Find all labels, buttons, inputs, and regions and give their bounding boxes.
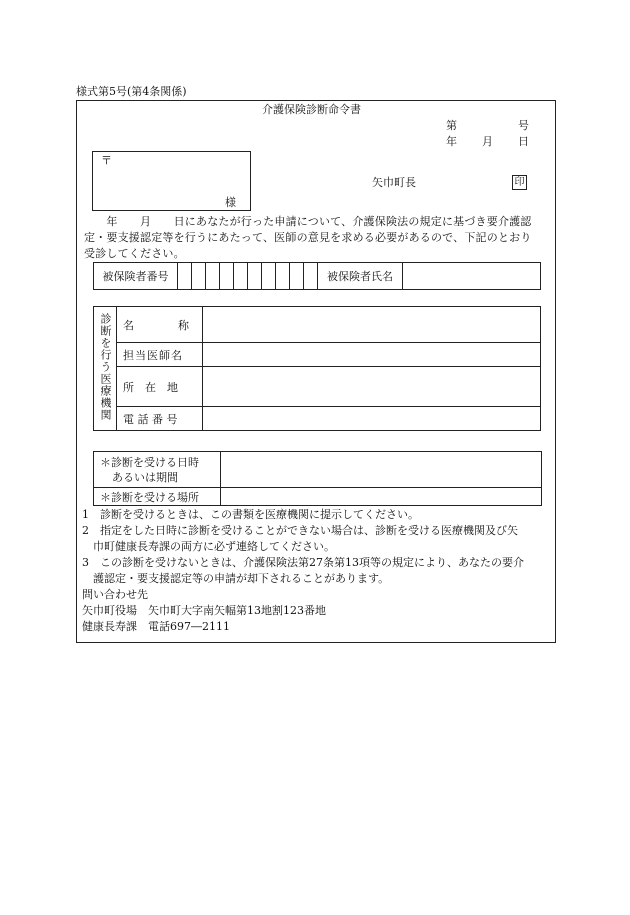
insured-number-digit[interactable] <box>192 263 206 290</box>
contact-heading: 問い合わせ先 <box>82 588 148 601</box>
note-line: 2 指定をした日時に診断を受けることができない場合は、診断を受ける医療機関及び矢 <box>82 524 518 537</box>
doc-no-go: 号 <box>518 119 529 132</box>
note-line: 巾町健康長寿課の両方に必ず連絡してください。 <box>82 540 335 553</box>
body-paragraph <box>84 214 550 262</box>
appointment-table <box>93 451 542 506</box>
insured-name-field[interactable] <box>403 263 541 290</box>
insured-number-digit[interactable] <box>206 263 220 290</box>
datetime-label-line: あるいは期間 <box>112 470 178 484</box>
address-box <box>92 151 251 211</box>
note-line: 護認定・要支援認定等の申請が却下されることがあります。 <box>82 572 390 585</box>
institution-group-text: 診断を行う医療機関 <box>99 312 112 421</box>
appointment-place-label: ＊診断を受ける場所 <box>94 488 221 506</box>
doc-no-dai: 第 <box>446 119 457 132</box>
form-number: 様式第5号(第4条関係) <box>76 85 187 98</box>
date-month: 月 <box>482 135 493 148</box>
issuer: 矢巾町長 <box>372 176 416 189</box>
date-year: 年 <box>446 135 457 148</box>
insured-number-digit[interactable] <box>220 263 234 290</box>
body-line: 受診してください。 <box>84 247 185 260</box>
insured-number-digit[interactable] <box>276 263 290 290</box>
institution-address-field[interactable] <box>203 367 541 407</box>
address-label: 所 在 地 <box>117 367 203 407</box>
contact-line: 矢巾町役場 矢巾町大字南矢幅第13地割123番地 <box>82 604 326 617</box>
appointment-datetime-label <box>94 452 221 488</box>
insured-number-digit[interactable] <box>262 263 276 290</box>
datetime-label-line: ＊診断を受ける日時 <box>100 455 199 469</box>
insured-number-digit[interactable] <box>304 263 318 290</box>
doctor-name-field[interactable] <box>203 343 541 367</box>
insured-number-digit[interactable] <box>290 263 304 290</box>
appointment-datetime-field[interactable] <box>221 452 542 488</box>
phone-label: 電 話 番 号 <box>117 407 203 431</box>
insured-number-digit[interactable] <box>178 263 192 290</box>
insured-name-label: 被保険者氏名 <box>318 263 403 290</box>
institution-group-label <box>94 307 117 431</box>
institution-name-label: 名 称 <box>117 307 203 343</box>
document-title: 介護保険診断命令書 <box>262 103 361 116</box>
date-day: 日 <box>518 135 529 148</box>
insured-number-label: 被保険者番号 <box>94 263 178 290</box>
body-line: 定・要支援認定等を行うにあたって、医師の意見を求める必要があるので、下記のとおり <box>84 231 532 244</box>
insured-table <box>93 262 541 290</box>
institution-table <box>93 306 541 431</box>
seal-mark: 印 <box>512 175 527 190</box>
notes <box>82 507 554 635</box>
institution-name-field[interactable] <box>203 307 541 343</box>
note-line: 3 この診断を受けないときは、介護保険法第27条第13項等の規定により、あなたの要介 <box>82 556 524 569</box>
address-sama: 様 <box>225 196 236 209</box>
doctor-name-label: 担当医師名 <box>117 343 203 367</box>
note-line: 1 診断を受けるときは、この書類を医療機関に提示してください。 <box>82 508 419 521</box>
appointment-place-field[interactable] <box>221 488 542 506</box>
body-line: 年 月 日にあなたが行った申請について、介護保険法の規定に基づき要介護認 <box>84 215 532 228</box>
insured-number-digit[interactable] <box>234 263 248 290</box>
postal-mark: 〒 <box>101 154 112 167</box>
contact-line: 健康長寿課 電話697―2111 <box>82 620 230 633</box>
phone-field[interactable] <box>203 407 541 431</box>
insured-number-digit[interactable] <box>248 263 262 290</box>
